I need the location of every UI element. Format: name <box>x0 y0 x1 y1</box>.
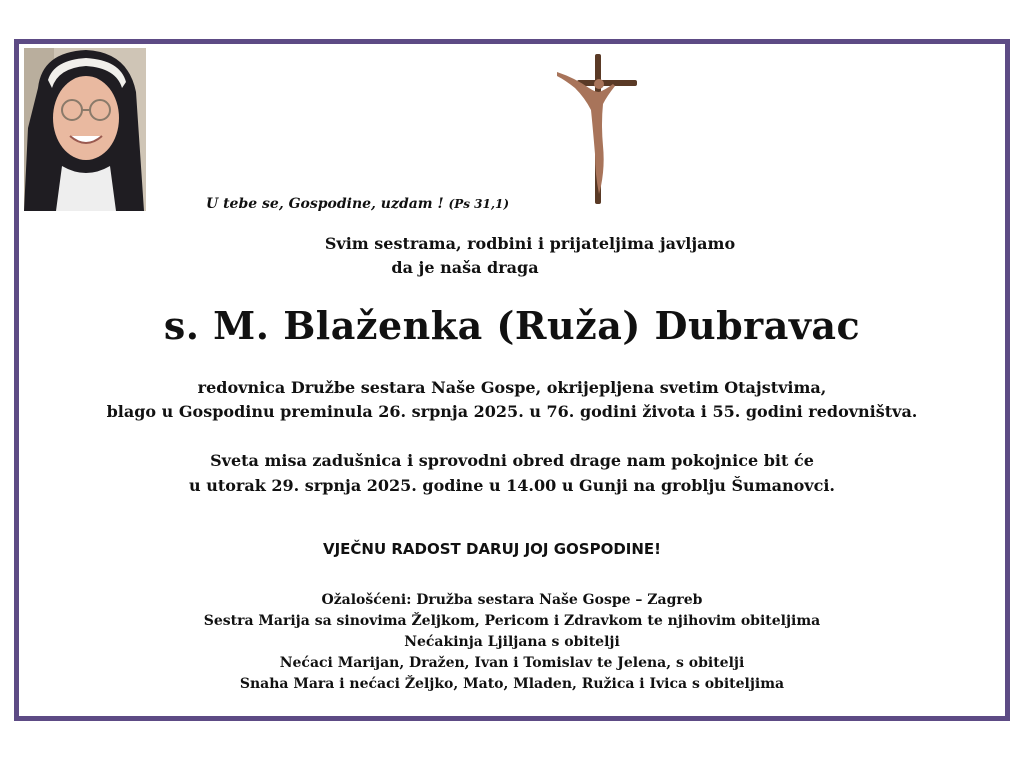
details-line-2: blago u Gospodinu preminula 26. srpnja 2025. u 76. godini života i 55. godini redovništva. <box>106 402 918 421</box>
mourner-line: Nećaci Marijan, Dražen, Ivan i Tomislav te Jelena, s obitelji <box>279 655 745 671</box>
mourner-line: Nećakinja Ljiljana s obitelji <box>404 634 620 650</box>
portrait-photo <box>24 48 146 211</box>
details-line-1: redovnica Družbe sestara Naše Gospe, okrijepljena svetim Otajstvima, <box>197 378 827 397</box>
crucifix-icon <box>555 54 639 206</box>
mourner-line: Sestra Marija sa sinovima Željkom, Pericom i Zdravkom te njihovim obiteljima <box>203 613 821 629</box>
announcement-line-1: Svim sestrama, rodbini i prijateljima javljamo <box>324 234 736 253</box>
deceased-name: s. M. Blaženka (Ruža) Dubravac <box>163 303 861 348</box>
funeral-line-1: Sveta misa zadušnica i sprovodni obred drage nam pokojnice bit će <box>210 451 814 470</box>
funeral-line-2: u utorak 29. srpnja 2025. godine u 14.00 u Gunji na groblju Šumanovci. <box>189 476 835 495</box>
mourner-line: Ožalošćeni: Družba sestara Naše Gospe – Zagreb <box>321 592 703 608</box>
announcement-line-2: da je naša draga <box>391 258 539 277</box>
mourner-line: Snaha Mara i nećaci Željko, Mato, Mladen, Ružica i Ivica s obiteljima <box>239 676 785 692</box>
psalm-quote <box>206 196 509 212</box>
psalm-text: U tebe se, Gospodine, uzdam ! <box>206 196 444 212</box>
psalm-reference: (Ps 31,1) <box>448 197 510 211</box>
prayer-line: VJEČNU RADOST DARUJ JOJ GOSPODINE! <box>322 540 662 558</box>
